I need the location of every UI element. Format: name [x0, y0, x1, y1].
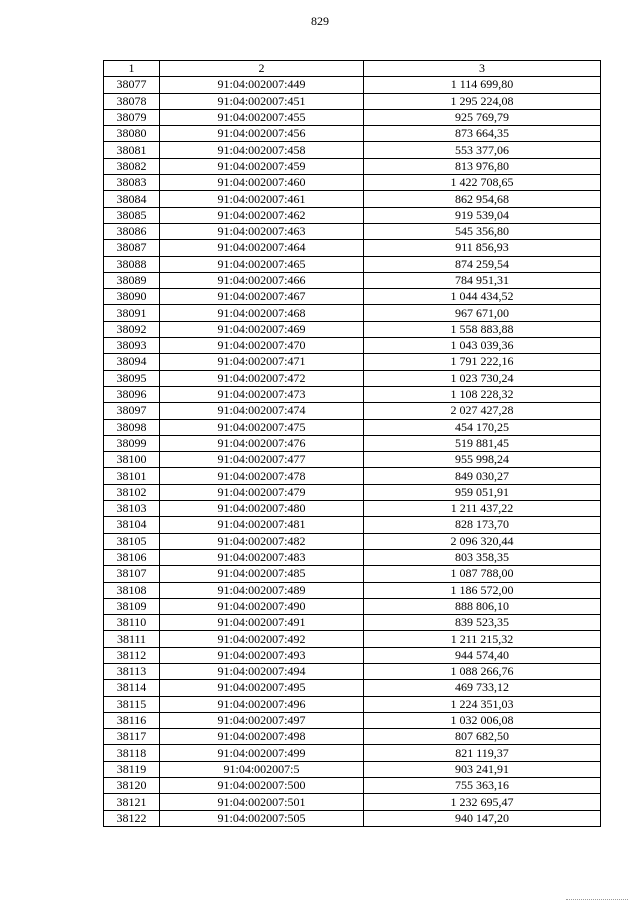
row-number-cell: 38094 [104, 354, 160, 370]
cadastral-number-cell: 91:04:002007:458 [160, 142, 364, 158]
row-number-cell: 38089 [104, 272, 160, 288]
cadastral-number-cell: 91:04:002007:477 [160, 452, 364, 468]
cadastral-number-cell: 91:04:002007:471 [160, 354, 364, 370]
row-number-cell: 38107 [104, 566, 160, 582]
row-number-cell: 38113 [104, 663, 160, 679]
table-row [104, 712, 601, 728]
value-cell: 873 664,35 [364, 126, 601, 142]
cadastral-number-cell: 91:04:002007:459 [160, 158, 364, 174]
cadastral-number-cell: 91:04:002007:472 [160, 370, 364, 386]
table-row [104, 338, 601, 354]
value-cell: 1 211 437,22 [364, 501, 601, 517]
row-number-cell: 38097 [104, 403, 160, 419]
table-row [104, 435, 601, 451]
cadastral-number-cell: 91:04:002007:480 [160, 501, 364, 517]
row-number-cell: 38082 [104, 158, 160, 174]
table-row [104, 207, 601, 223]
cadastral-number-cell: 91:04:002007:5 [160, 761, 364, 777]
cadastral-number-cell: 91:04:002007:461 [160, 191, 364, 207]
cadastral-number-cell: 91:04:002007:505 [160, 810, 364, 826]
table-row [104, 403, 601, 419]
cadastral-number-cell: 91:04:002007:464 [160, 240, 364, 256]
table-row [104, 680, 601, 696]
value-cell: 755 363,16 [364, 778, 601, 794]
table-row [104, 93, 601, 109]
row-number-cell: 38077 [104, 77, 160, 93]
cadastral-number-cell: 91:04:002007:493 [160, 647, 364, 663]
table-row [104, 517, 601, 533]
page-number: 829 [311, 14, 329, 28]
table-row [104, 615, 601, 631]
value-cell: 1 023 730,24 [364, 370, 601, 386]
table-row [104, 419, 601, 435]
table-row [104, 663, 601, 679]
cadastral-number-cell: 91:04:002007:489 [160, 582, 364, 598]
table-row [104, 321, 601, 337]
value-cell: 1 032 006,08 [364, 712, 601, 728]
row-number-cell: 38101 [104, 468, 160, 484]
table-row [104, 191, 601, 207]
value-cell: 1 224 351,03 [364, 696, 601, 712]
value-cell: 944 574,40 [364, 647, 601, 663]
row-number-cell: 38115 [104, 696, 160, 712]
table-row [104, 631, 601, 647]
table-row [104, 77, 601, 93]
cadastral-number-cell: 91:04:002007:476 [160, 435, 364, 451]
row-number-cell: 38118 [104, 745, 160, 761]
table-row [104, 370, 601, 386]
value-cell: 967 671,00 [364, 305, 601, 321]
value-cell: 1 186 572,00 [364, 582, 601, 598]
row-number-cell: 38111 [104, 631, 160, 647]
value-cell: 1 044 434,52 [364, 289, 601, 305]
table-row [104, 354, 601, 370]
row-number-cell: 38117 [104, 729, 160, 745]
row-number-cell: 38112 [104, 647, 160, 663]
column-header-3: 3 [364, 61, 601, 77]
table-row [104, 175, 601, 191]
value-cell: 469 733,12 [364, 680, 601, 696]
value-cell: 2 027 427,28 [364, 403, 601, 419]
cadastral-number-cell: 91:04:002007:491 [160, 615, 364, 631]
value-cell: 1 232 695,47 [364, 794, 601, 810]
cadastral-number-cell: 91:04:002007:499 [160, 745, 364, 761]
cadastral-number-cell: 91:04:002007:465 [160, 256, 364, 272]
table-row [104, 501, 601, 517]
value-cell: 813 976,80 [364, 158, 601, 174]
row-number-cell: 38079 [104, 109, 160, 125]
cadastral-number-cell: 91:04:002007:485 [160, 566, 364, 582]
cadastral-number-cell: 91:04:002007:498 [160, 729, 364, 745]
row-number-cell: 38093 [104, 338, 160, 354]
row-number-cell: 38095 [104, 370, 160, 386]
value-cell: 1 791 222,16 [364, 354, 601, 370]
value-cell: 940 147,20 [364, 810, 601, 826]
row-number-cell: 38100 [104, 452, 160, 468]
row-number-cell: 38103 [104, 501, 160, 517]
value-cell: 821 119,37 [364, 745, 601, 761]
table-row [104, 647, 601, 663]
table-row [104, 240, 601, 256]
cadastral-number-cell: 91:04:002007:466 [160, 272, 364, 288]
row-number-cell: 38110 [104, 615, 160, 631]
row-number-cell: 38108 [104, 582, 160, 598]
row-number-cell: 38083 [104, 175, 160, 191]
row-number-cell: 38098 [104, 419, 160, 435]
row-number-cell: 38099 [104, 435, 160, 451]
row-number-cell: 38121 [104, 794, 160, 810]
table-row [104, 598, 601, 614]
row-number-cell: 38114 [104, 680, 160, 696]
cadastral-number-cell: 91:04:002007:469 [160, 321, 364, 337]
value-cell: 1 422 708,65 [364, 175, 601, 191]
value-cell: 925 769,79 [364, 109, 601, 125]
cadastral-number-cell: 91:04:002007:482 [160, 533, 364, 549]
row-number-cell: 38096 [104, 386, 160, 402]
column-header-2: 2 [160, 61, 364, 77]
cadastral-number-cell: 91:04:002007:463 [160, 223, 364, 239]
row-number-cell: 38088 [104, 256, 160, 272]
row-number-cell: 38104 [104, 517, 160, 533]
column-header-1: 1 [104, 61, 160, 77]
value-cell: 839 523,35 [364, 615, 601, 631]
value-cell: 553 377,06 [364, 142, 601, 158]
table-row [104, 452, 601, 468]
value-cell: 1 087 788,00 [364, 566, 601, 582]
cadastral-number-cell: 91:04:002007:483 [160, 549, 364, 565]
value-cell: 903 241,91 [364, 761, 601, 777]
cadastral-number-cell: 91:04:002007:470 [160, 338, 364, 354]
row-number-cell: 38086 [104, 223, 160, 239]
footer-dotted-line [566, 899, 628, 900]
value-cell: 862 954,68 [364, 191, 601, 207]
registry-table [103, 60, 601, 827]
row-number-cell: 38116 [104, 712, 160, 728]
table-row [104, 109, 601, 125]
value-cell: 888 806,10 [364, 598, 601, 614]
table-row [104, 223, 601, 239]
value-cell: 828 173,70 [364, 517, 601, 533]
cadastral-number-cell: 91:04:002007:497 [160, 712, 364, 728]
value-cell: 1 295 224,08 [364, 93, 601, 109]
cadastral-number-cell: 91:04:002007:473 [160, 386, 364, 402]
value-cell: 955 998,24 [364, 452, 601, 468]
row-number-cell: 38120 [104, 778, 160, 794]
value-cell: 1 043 039,36 [364, 338, 601, 354]
value-cell: 1 088 266,76 [364, 663, 601, 679]
value-cell: 874 259,54 [364, 256, 601, 272]
table-row [104, 582, 601, 598]
value-cell: 1 558 883,88 [364, 321, 601, 337]
table-row [104, 158, 601, 174]
cadastral-number-cell: 91:04:002007:474 [160, 403, 364, 419]
value-cell: 919 539,04 [364, 207, 601, 223]
table-row [104, 794, 601, 810]
value-cell: 849 030,27 [364, 468, 601, 484]
cadastral-number-cell: 91:04:002007:494 [160, 663, 364, 679]
value-cell: 1 211 215,32 [364, 631, 601, 647]
value-cell: 784 951,31 [364, 272, 601, 288]
cadastral-number-cell: 91:04:002007:467 [160, 289, 364, 305]
cadastral-number-cell: 91:04:002007:490 [160, 598, 364, 614]
table-row [104, 761, 601, 777]
table-row [104, 484, 601, 500]
value-cell: 454 170,25 [364, 419, 601, 435]
row-number-cell: 38106 [104, 549, 160, 565]
value-cell: 807 682,50 [364, 729, 601, 745]
row-number-cell: 38091 [104, 305, 160, 321]
table-row [104, 289, 601, 305]
cadastral-number-cell: 91:04:002007:456 [160, 126, 364, 142]
row-number-cell: 38090 [104, 289, 160, 305]
cadastral-number-cell: 91:04:002007:501 [160, 794, 364, 810]
row-number-cell: 38078 [104, 93, 160, 109]
cadastral-number-cell: 91:04:002007:500 [160, 778, 364, 794]
table-row [104, 126, 601, 142]
cadastral-number-cell: 91:04:002007:496 [160, 696, 364, 712]
table-row [104, 272, 601, 288]
row-number-cell: 38102 [104, 484, 160, 500]
table-row [104, 566, 601, 582]
cadastral-number-cell: 91:04:002007:449 [160, 77, 364, 93]
row-number-cell: 38085 [104, 207, 160, 223]
table-row [104, 305, 601, 321]
cadastral-number-cell: 91:04:002007:495 [160, 680, 364, 696]
row-number-cell: 38084 [104, 191, 160, 207]
table-row [104, 810, 601, 826]
row-number-cell: 38080 [104, 126, 160, 142]
table-header-row [104, 61, 601, 77]
table-row [104, 386, 601, 402]
cadastral-number-cell: 91:04:002007:479 [160, 484, 364, 500]
row-number-cell: 38081 [104, 142, 160, 158]
value-cell: 519 881,45 [364, 435, 601, 451]
cadastral-number-cell: 91:04:002007:468 [160, 305, 364, 321]
table-row [104, 745, 601, 761]
table-row [104, 778, 601, 794]
row-number-cell: 38109 [104, 598, 160, 614]
table-row [104, 549, 601, 565]
value-cell: 1 114 699,80 [364, 77, 601, 93]
value-cell: 911 856,93 [364, 240, 601, 256]
cadastral-number-cell: 91:04:002007:460 [160, 175, 364, 191]
row-number-cell: 38087 [104, 240, 160, 256]
row-number-cell: 38092 [104, 321, 160, 337]
table-row [104, 696, 601, 712]
cadastral-number-cell: 91:04:002007:455 [160, 109, 364, 125]
table-row [104, 729, 601, 745]
table-row [104, 533, 601, 549]
table-row [104, 142, 601, 158]
value-cell: 959 051,91 [364, 484, 601, 500]
table-row [104, 256, 601, 272]
cadastral-number-cell: 91:04:002007:451 [160, 93, 364, 109]
value-cell: 2 096 320,44 [364, 533, 601, 549]
table-row [104, 468, 601, 484]
value-cell: 545 356,80 [364, 223, 601, 239]
registry-table-body [104, 61, 601, 827]
value-cell: 803 358,35 [364, 549, 601, 565]
cadastral-number-cell: 91:04:002007:462 [160, 207, 364, 223]
row-number-cell: 38119 [104, 761, 160, 777]
cadastral-number-cell: 91:04:002007:492 [160, 631, 364, 647]
cadastral-number-cell: 91:04:002007:478 [160, 468, 364, 484]
row-number-cell: 38105 [104, 533, 160, 549]
cadastral-number-cell: 91:04:002007:475 [160, 419, 364, 435]
cadastral-number-cell: 91:04:002007:481 [160, 517, 364, 533]
row-number-cell: 38122 [104, 810, 160, 826]
value-cell: 1 108 228,32 [364, 386, 601, 402]
